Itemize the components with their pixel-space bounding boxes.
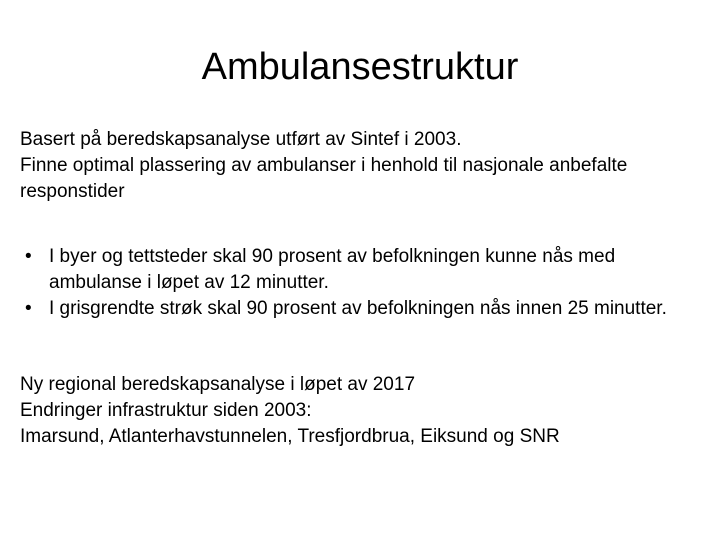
intro-line: Finne optimal plassering av ambulanser i henhold til nasjonale anbefalte responstider <box>20 155 628 202</box>
bullet-list <box>20 244 700 322</box>
bullet-icon: • <box>25 298 32 319</box>
bullet-item <box>20 296 700 322</box>
outro-line: Endringer infrastruktur siden 2003: <box>20 400 312 421</box>
outro-line: Imarsund, Atlanterhavstunnelen, Tresfjordbrua, Eiksund og SNR <box>20 426 560 447</box>
bullet-text: I grisgrendte strøk skal 90 prosent av befolkningen nås innen 25 minutter. <box>49 298 667 319</box>
bullet-item <box>20 244 700 296</box>
outro-text-block <box>20 372 700 450</box>
outro-line: Ny regional beredskapsanalyse i løpet av 2017 <box>20 374 416 395</box>
slide-title: Ambulansestruktur <box>201 46 519 88</box>
intro-text-block <box>20 127 700 205</box>
bullet-text: I byer og tettsteder skal 90 prosent av befolkningen kunne nås med ambulanse i løpet av 12 minutter. <box>49 246 616 293</box>
intro-line: Basert på beredskapsanalyse utført av Sintef i 2003. <box>20 129 462 150</box>
bullet-icon: • <box>25 246 32 267</box>
